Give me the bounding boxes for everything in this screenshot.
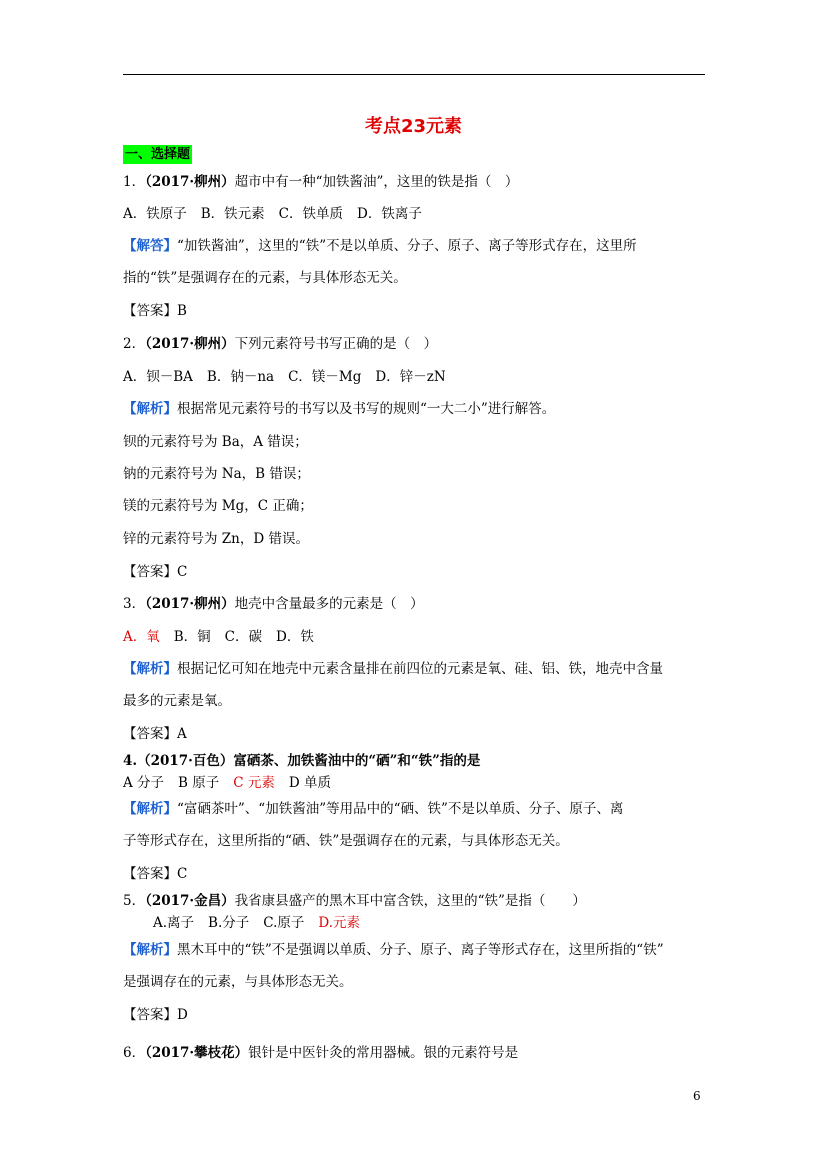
question-4-explanation: 【解析】“富硒茶叶”、“加铁酱油”等用品中的“硒、铁”不是以单质、分子、原子、离 (123, 801, 624, 817)
question-3-explanation: 【解析】根据记忆可知在地壳中元素含量排在前四位的元素是氧、硅、铝、铁，地壳中含量 (123, 661, 663, 677)
question-3-answer: 【答案】A (123, 726, 187, 742)
question-4-explanation-cont: 子等形式存在，这里所指的“硒、铁”是强调存在的元素，与具体形态无关。 (123, 833, 569, 849)
question-2: 2．（2017·柳州）下列元素符号书写正确的是（ ） (123, 336, 438, 352)
question-6: 6．（2017·攀枝花）银针是中医针灸的常用器械。银的元素符号是 (123, 1045, 519, 1061)
question-2-line-4: 锌的元素符号为 Zn，D 错误。 (123, 531, 309, 547)
question-1-options: A．铁原子 B．铁元素 C．铁单质 D．铁离子 (123, 206, 422, 222)
question-2-line-1: 钡的元素符号为 Ba，A 错误； (123, 434, 308, 450)
question-1-answer: 【答案】B (123, 303, 187, 319)
question-2-line-3: 镁的元素符号为 Mg，C 正确； (123, 498, 313, 514)
question-1: 1．（2017·柳州）超市中有一种“加铁酱油”，这里的铁是指（ ） (123, 174, 519, 190)
question-3-explanation-cont: 最多的元素是氧。 (123, 693, 231, 709)
question-2-explanation: 【解析】根据常见元素符号的书写以及书写的规则“一大二小”进行解答。 (123, 401, 556, 417)
question-4-options: A 分子 B 原子 C 元素 D 单质 (123, 775, 332, 791)
question-1-explanation: 【解答】“加铁酱油”，这里的“铁”不是以单质、分子、原子、离子等形式存在，这里所 (123, 238, 637, 254)
question-5: 5．（2017·金昌）我省康县盛产的黑木耳中富含铁，这里的“铁”是指（ ） (123, 893, 586, 909)
section-heading: 一、选择题 (125, 147, 191, 162)
question-5-options: A.离子 B.分子 C.原子 D.元素 (153, 915, 361, 931)
question-2-line-2: 钠的元素符号为 Na，B 错误； (123, 466, 310, 482)
page-title: 考点23元素 (364, 116, 463, 137)
question-5-answer: 【答案】D (123, 1007, 188, 1023)
question-3-options: A．氧 B．铜 C．碳 D．铁 (123, 629, 314, 645)
question-2-answer: 【答案】C (123, 564, 188, 580)
question-4: 4.（2017·百色）富硒茶、加铁酱油中的“硒”和“铁”指的是 (123, 753, 481, 769)
question-3: 3．（2017·柳州）地壳中含量最多的元素是（ ） (123, 596, 424, 612)
page-number: 6 (693, 1089, 701, 1103)
question-1-explanation-cont: 指的“铁”是强调存在的元素，与具体形态无关。 (123, 270, 407, 286)
header-rule (123, 74, 705, 75)
question-2-options: A．钡－BA B．钠－na C．镁－Mg D．锌－zN (123, 369, 446, 385)
question-5-explanation-cont: 是强调存在的元素，与具体形态无关。 (123, 974, 353, 990)
question-5-explanation: 【解析】黑木耳中的“铁”不是强调以单质、分子、原子、离子等形式存在，这里所指的“铁” (123, 942, 664, 958)
question-4-answer: 【答案】C (123, 866, 188, 882)
